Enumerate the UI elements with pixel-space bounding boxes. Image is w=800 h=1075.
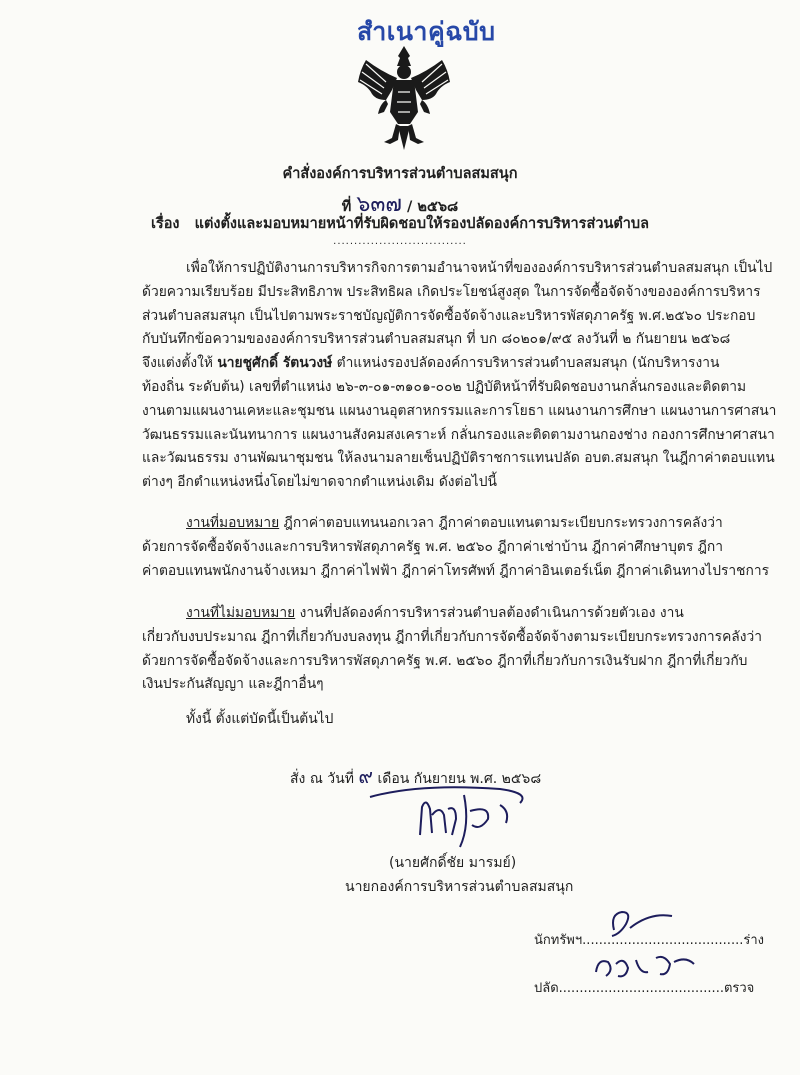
drafter-initials: [600, 902, 680, 944]
p1-line: วัฒนธรรมและนันทนาการ แผนงานสังคมสงเคราะห์ กลั่นกรองและติดตามงานกองช่าง กองการศึกษาศาสนา: [142, 426, 775, 443]
assigned-label: งานที่มอบหมาย: [186, 515, 280, 531]
p1-line: เพื่อให้การปฏิบัติงานการบริหารกิจการตามอำนาจหน้าที่ขององค์การบริหารส่วนตำบลสมสนุก เป็นไป: [186, 260, 773, 276]
p1-line: ด้วยความเรียบร้อย มีประสิทธิภาพ ประสิทธิผล เกิดประโยชน์สูงสุด ในการจัดซื้อจัดจ้างขององค์การบริหาร: [142, 283, 761, 300]
signature-graphic: [360, 775, 540, 850]
p3-line: งานที่ปลัดองค์การบริหารส่วนตำบลต้องดำเนินการด้วยตัวเอง งาน: [295, 605, 684, 621]
signer-position: นายกองค์การบริหารส่วนตำบลสมสนุก: [345, 879, 574, 895]
checker-line: ปลัด........................................ตรวจ: [534, 981, 755, 996]
divider-dots: ................................: [333, 236, 467, 247]
order-date-suffix: เดือน กันยายน พ.ศ. ๒๕๖๘: [373, 771, 542, 787]
paragraph-purpose: [142, 257, 777, 495]
appoint-prefix: จึงแต่งตั้งให้: [142, 355, 218, 372]
drafter-line: นักทรัพฯ.......................................ร่าง: [534, 933, 764, 948]
p1-line: งานตามแผนงานเคหะและชุมชน แผนงานอุตสาหกรรมและการโยธา แผนงานการศึกษา แผนงานการศาสนา: [142, 402, 777, 419]
p3-line: เงินประกันสัญญา และฎีกาอื่นๆ: [142, 676, 324, 693]
p2-line: ค่าตอบแทนพนักงานจ้างเหมา ฎีกาค่าไฟฟ้า ฎีกาค่าโทรศัพท์ ฎีกาค่าอินเตอร์เน็ต ฎีกาค่าเดินทางไปราชการ: [142, 562, 770, 579]
garuda-emblem: [352, 42, 456, 152]
p3-line: ด้วยการจัดซื้อจัดจ้างและการบริหารพัสดุภาครัฐ พ.ศ. ๒๕๖๐ ฎีกาที่เกี่ยวกับการเงินรับฝาก ฎีกาที่เกี่ยวกับ: [142, 652, 748, 669]
handwritten-number: ๖๓๗: [356, 192, 402, 217]
not-assigned-label: งานที่ไม่มอบหมาย: [186, 605, 296, 621]
number-prefix: ที่: [341, 199, 352, 215]
effective-text: ทั้งนี้ ตั้งแต่บัดนี้เป็นต้นไป: [186, 711, 334, 727]
p1-line: ท้องถิ่น ระดับต้น) เลขที่ตำแหน่ง ๒๖-๓-๐๑-๓๑๐๑-๐๐๒ ปฏิบัติหน้าที่รับผิดชอบงานกลั่นกรองและติดตาม: [142, 378, 747, 395]
handwritten-day: ๙: [358, 764, 374, 788]
paragraph-effective: [142, 708, 702, 732]
appoint-position: ตำแหน่งรองปลัดองค์การบริหารส่วนตำบลสมสนุก (นักบริหารงาน: [332, 355, 720, 372]
p2-line: ด้วยการจัดซื้อจัดจ้างและการบริหารพัสดุภาครัฐ พ.ศ. ๒๕๖๐ ฎีกาค่าเช่าบ้าน ฎีกาค่าศึกษาบุตร ฎีกา: [142, 538, 724, 555]
subject-label: เรื่อง: [150, 216, 180, 232]
appointee-name: นายชูศักดิ์ รัตนวงษ์: [217, 355, 333, 372]
p1-line: ต่างๆ อีกตำแหน่งหนึ่งโดยไม่ขาดจากตำแหน่งเดิม ดังต่อไปนี้: [142, 474, 497, 491]
subject-text: แต่งตั้งและมอบหมายหน้าที่รับผิดชอบให้รองปลัดองค์การบริหารส่วนตำบล: [194, 216, 650, 232]
p1-appointment-line: [142, 352, 720, 376]
p1-line: และวัฒนธรรม งานพัฒนาชุมชน ให้ลงนามลายเซ็นปฏิบัติราชการแทนปลัด อบต.สมสนุก ในฎีกาค่าตอบแทน: [142, 450, 775, 467]
order-date-prefix: สั่ง ณ วันที่: [290, 771, 359, 787]
signer-name: (นายศักดิ์ชัย มารมย์): [389, 855, 517, 871]
p3-first-line: [142, 602, 702, 626]
p1-line: กับบันทึกข้อความขององค์การบริหารส่วนตำบลสมสนุก ที่ บก ๘๐๒๐๑/๙๕ ลงวันที่ ๒ กันยายน ๒๕๖๘: [142, 331, 731, 348]
order-subject: [0, 212, 800, 235]
paragraph-not-assigned: [142, 602, 762, 697]
p2-line: ฎีกาค่าตอบแทนนอกเวลา ฎีกาค่าตอบแทนตามระเบียบกระทรวงการคลังว่า: [279, 515, 723, 531]
number-suffix: / ๒๕๖๘: [406, 199, 459, 215]
copy-stamp: สำเนาคู่ฉบับ: [357, 17, 496, 46]
p2-first-line: [142, 512, 723, 536]
order-title: คำสั่งองค์การบริหารส่วนตำบลสมสนุก: [282, 166, 518, 182]
p3-line: เกี่ยวกับงบประมาณ ฎีกาที่เกี่ยวกับงบลงทุน ฎีกาที่เกี่ยวกับการจัดซื้อจัดจ้างตามระเบียบกระทรวงการคลังว่า: [142, 628, 762, 645]
checker-initials: [590, 948, 700, 988]
paragraph-assigned: [142, 512, 770, 583]
p1-line: ส่วนตำบลสมสนุก เป็นไปตามพระราชบัญญัติการจัดซื้อจัดจ้างและบริหารพัสดุภาครัฐ พ.ศ.๒๕๖๐ ประกอบ: [142, 307, 756, 324]
